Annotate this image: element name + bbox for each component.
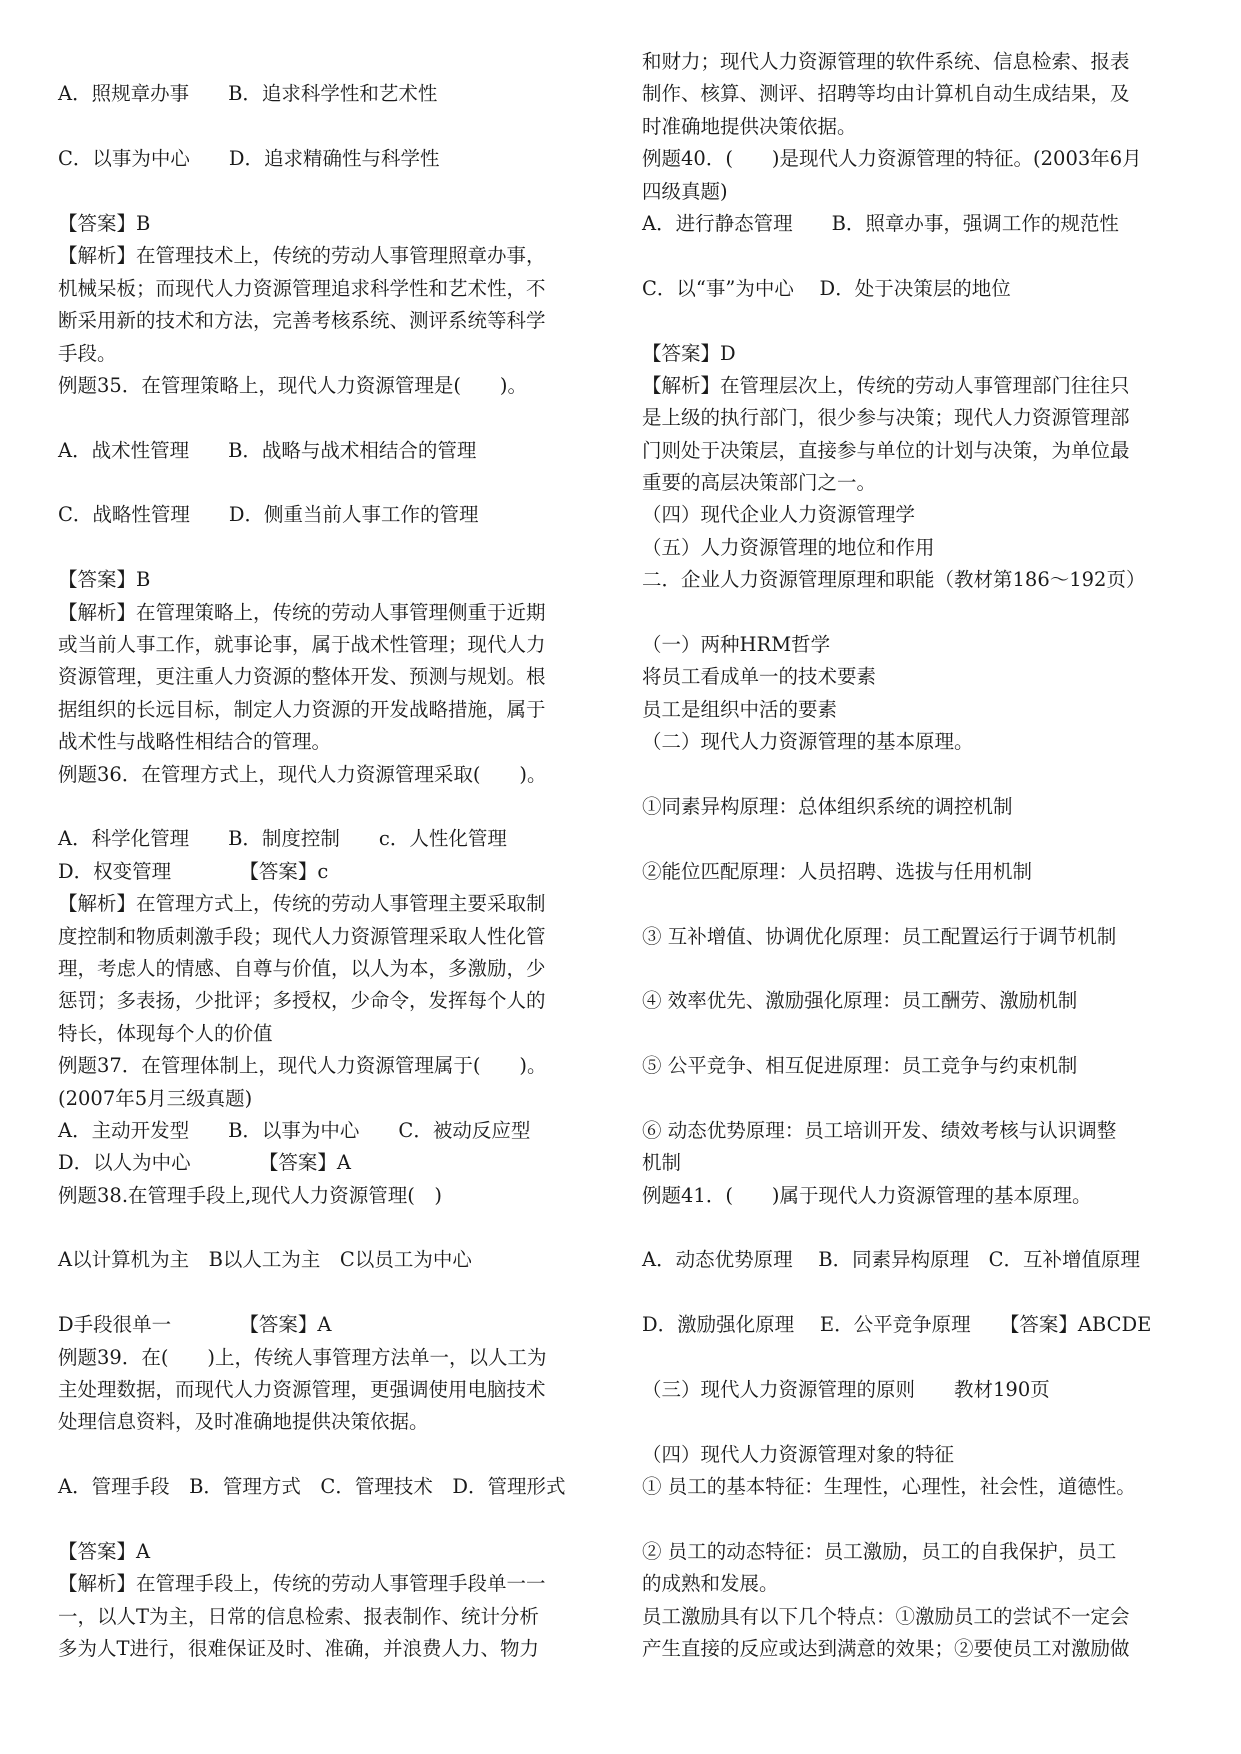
left-text-line: 例题35．在管理策略上，现代人力资源管理是( )。 — [58, 373, 528, 397]
left-text-line: 【答案】A — [58, 1539, 151, 1563]
left-text-line: D．以人为中心 【答案】A — [58, 1151, 351, 1175]
right-blank-line — [642, 1342, 1194, 1374]
left-text-line: 一，以人T为主，日常的信息检索、报表制作、统计分析 — [58, 1604, 540, 1628]
right-text-line: 例题40．( )是现代人力资源管理的特征。(2003年6月 — [642, 147, 1142, 171]
right-text-line: ②能位匹配原理：人员招聘、选拔与任用机制 — [642, 859, 1033, 883]
right-text-line: 【解析】在管理层次上，传统的劳动人事管理部门往往只 — [642, 373, 1130, 397]
left-text-line: 手段。 — [58, 341, 117, 365]
right-text-line: 员工是组织中活的要素 — [642, 697, 838, 721]
left-text-line: 理，考虑人的情感、自尊与价值，以人为本，多激励，少 — [58, 956, 546, 980]
right-text-line: ⑥ 动态优势原理：员工培训开发、绩效考核与认识调整 — [642, 1118, 1117, 1142]
left-text-line: 度控制和物质刺激手段；现代人力资源管理采取人性化管 — [58, 924, 546, 948]
left-blank-line — [58, 176, 610, 208]
left-text-line: C．战略性管理 D．侧重当前人事工作的管理 — [58, 503, 479, 527]
right-text-line: ⑤ 公平竞争、相互促进原理：员工竞争与约束机制 — [642, 1054, 1078, 1078]
right-text-line: 例题41．( )属于现代人力资源管理的基本原理。 — [642, 1183, 1092, 1207]
right-blank-line — [642, 1083, 1194, 1115]
right-text-line: D．激励强化原理 E．公平竞争原理 【答案】ABCDE — [642, 1313, 1152, 1337]
left-text-line: A．管理手段 B．管理方式 C．管理技术 D．管理形式 — [58, 1475, 566, 1499]
right-blank-line — [642, 1277, 1194, 1309]
right-text-line: 【答案】D — [642, 341, 736, 365]
right-text-line: 门则处于决策层，直接参与单位的计划与决策，为单位最 — [642, 438, 1130, 462]
right-text-line: 机制 — [642, 1151, 682, 1175]
right-text-line: 和财力；现代人力资源管理的软件系统、信息检索、报表 — [642, 50, 1130, 73]
right-text-line: （四）现代企业人力资源管理学 — [642, 503, 916, 527]
right-text-line: 二．企业人力资源管理原理和职能（教材第186～192页） — [642, 568, 1146, 592]
right-blank-line — [642, 1504, 1194, 1536]
left-text-line: 例题36．在管理方式上，现代人力资源管理采取( )。 — [58, 762, 547, 786]
left-text-line: A．科学化管理 B．制度控制 c．人性化管理 — [58, 827, 507, 851]
left-blank-line — [58, 46, 610, 78]
right-blank-line — [642, 759, 1194, 791]
right-text-line: （四）现代人力资源管理对象的特征 — [642, 1442, 955, 1466]
left-text-line: 特长，体现每个人的价值 — [58, 1021, 273, 1045]
left-text-line: 多为人T进行，很难保证及时、准确，并浪费人力、物力 — [58, 1637, 540, 1661]
right-text-line: 将员工看成单一的技术要素 — [642, 665, 877, 689]
right-text-line: ③ 互补增值、协调优化原理：员工配置运行于调节机制 — [642, 924, 1117, 948]
right-text-line: 时准确地提供决策依据。 — [642, 114, 857, 138]
right-text-line: 的成熟和发展。 — [642, 1572, 779, 1596]
left-text-line: (2007年5月三级真题) — [58, 1086, 253, 1110]
right-blank-line — [642, 240, 1194, 272]
left-blank-line — [58, 1504, 610, 1536]
right-column — [642, 46, 1194, 1666]
left-text-line: 或当前人事工作，就事论事，属于战术性管理；现代人力 — [58, 633, 546, 657]
left-text-line: 主处理数据，而现代人力资源管理，更强调使用电脑技术 — [58, 1378, 546, 1402]
right-text-line: ①同素异构原理：总体组织系统的调控机制 — [642, 794, 1013, 818]
left-text-line: 例题39．在( )上，传统人事管理方法单一，以人工为 — [58, 1345, 547, 1369]
right-text-line: （二）现代人力资源管理的基本原理。 — [642, 730, 974, 754]
right-text-line: （一）两种HRM哲学 — [642, 633, 831, 657]
left-text-line: 【解析】在管理策略上，传统的劳动人事管理侧重于近期 — [58, 600, 546, 624]
left-text-line: 例题38.在管理手段上,现代人力资源管理( ) — [58, 1183, 442, 1207]
left-text-line: A以计算机为主 B以人工为主 C以员工为中心 — [58, 1248, 472, 1272]
left-text-line: C．以事为中心 D．追求精确性与科学性 — [58, 147, 440, 171]
left-blank-line — [58, 1212, 610, 1244]
left-blank-line — [58, 402, 610, 434]
left-blank-line — [58, 111, 610, 143]
left-text-line: A．战术性管理 B．战略与战术相结合的管理 — [58, 438, 477, 462]
left-text-line: D手段很单一 【答案】A — [58, 1313, 332, 1337]
right-blank-line — [642, 305, 1194, 337]
left-text-line: 【解析】在管理手段上，传统的劳动人事管理手段单一一 — [58, 1572, 546, 1596]
left-text-line: 资源管理，更注重人力资源的整体开发、预测与规划。根 — [58, 665, 546, 689]
left-text-line: 机械呆板；而现代人力资源管理追求科学性和艺术性，不 — [58, 276, 546, 300]
left-text-line: 处理信息资料，及时准确地提供决策依据。 — [58, 1410, 429, 1434]
left-blank-line — [58, 791, 610, 823]
right-text-line: 产生直接的反应或达到满意的效果；②要使员工对激励做 — [642, 1637, 1130, 1661]
left-blank-line — [58, 467, 610, 499]
left-blank-line — [58, 532, 610, 564]
right-text-line: ④ 效率优先、激励强化原理：员工酬劳、激励机制 — [642, 989, 1078, 1013]
left-text-line: 【答案】B — [58, 211, 151, 235]
left-text-line: 【答案】B — [58, 568, 151, 592]
right-text-line: C．以“事”为中心 D．处于决策层的地位 — [642, 276, 1011, 300]
right-text-line: 是上级的执行部门，很少参与决策；现代人力资源管理部 — [642, 406, 1130, 430]
right-text-line: 重要的高层决策部门之一。 — [642, 471, 877, 495]
left-text-line: 【解析】在管理方式上，传统的劳动人事管理主要采取制 — [58, 892, 546, 916]
right-text-line: A．动态优势原理 B．同素异构原理 C．互补增值原理 — [642, 1248, 1141, 1272]
right-blank-line — [642, 888, 1194, 920]
right-text-line: ① 员工的基本特征：生理性，心理性，社会性，道德性。 — [642, 1475, 1136, 1499]
right-text-line: （五）人力资源管理的地位和作用 — [642, 535, 935, 559]
left-text-line: 惩罚；多表扬，少批评；多授权，少命令，发挥每个人的 — [58, 989, 546, 1013]
right-text-line: 制作、核算、测评、招聘等均由计算机自动生成结果，及 — [642, 82, 1130, 106]
right-text-line: （三）现代人力资源管理的原则 教材190页 — [642, 1378, 1050, 1402]
left-blank-line — [58, 1277, 610, 1309]
left-text-line: 战术性与战略性相结合的管理。 — [58, 730, 332, 754]
left-text-line: A．照规章办事 B．追求科学性和艺术性 — [58, 82, 438, 106]
left-text-line: 断采用新的技术和方法，完善考核系统、测评系统等科学 — [58, 309, 546, 333]
right-text-line: A．进行静态管理 B．照章办事，强调工作的规范性 — [642, 211, 1119, 235]
right-blank-line — [642, 597, 1194, 629]
left-text-line: 例题37．在管理体制上，现代人力资源管理属于( )。 — [58, 1054, 547, 1078]
right-text-line: ② 员工的动态特征：员工激励，员工的自我保护，员工 — [642, 1539, 1117, 1563]
left-text-line: A．主动开发型 B．以事为中心 C．被动反应型 — [58, 1118, 531, 1142]
right-text-line: 四级真题) — [642, 179, 728, 203]
right-blank-line — [642, 1212, 1194, 1244]
right-blank-line — [642, 953, 1194, 985]
right-text-line: 员工激励具有以下几个特点：①激励员工的尝试不一定会 — [642, 1604, 1130, 1628]
left-text-line: 据组织的长远目标，制定人力资源的开发战略措施，属于 — [58, 697, 546, 721]
left-text-line: D．权变管理 【答案】c — [58, 859, 329, 883]
right-blank-line — [642, 1018, 1194, 1050]
left-text-line: 【解析】在管理技术上，传统的劳动人事管理照章办事， — [58, 244, 546, 268]
left-column — [58, 46, 610, 1666]
right-blank-line — [642, 1406, 1194, 1438]
right-blank-line — [642, 823, 1194, 855]
left-blank-line — [58, 1439, 610, 1471]
